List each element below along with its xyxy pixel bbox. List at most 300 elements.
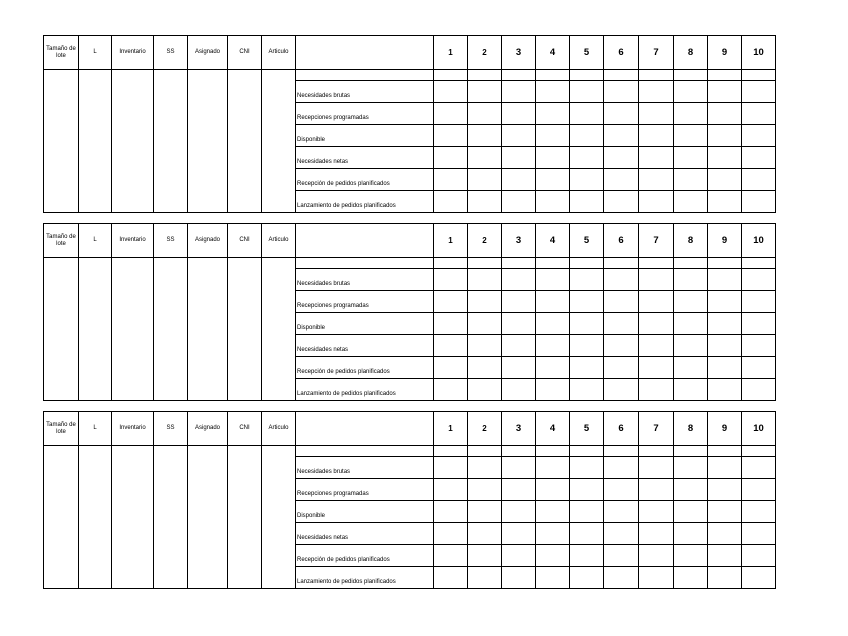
period-cell-8[interactable]: [674, 147, 708, 169]
period-cell-7[interactable]: [639, 191, 674, 213]
period-cell-2[interactable]: [468, 191, 502, 213]
period-cell-7[interactable]: [639, 335, 674, 357]
period-cell-9[interactable]: [708, 269, 742, 291]
input-cell-ss[interactable]: [154, 81, 188, 103]
period-cell-7[interactable]: [639, 523, 674, 545]
period-cell-6[interactable]: [604, 103, 639, 125]
period-cell-1[interactable]: [434, 335, 468, 357]
period-cell-4[interactable]: [536, 335, 570, 357]
period-cell-2[interactable]: [468, 457, 502, 479]
period-cell-8[interactable]: [674, 567, 708, 589]
period-cell-4[interactable]: [536, 125, 570, 147]
period-cell-4[interactable]: [536, 191, 570, 213]
period-cell-5[interactable]: [570, 523, 604, 545]
input-cell-inventario[interactable]: [112, 191, 154, 213]
period-cell-9[interactable]: [708, 545, 742, 567]
input-cell-asignado[interactable]: [188, 103, 228, 125]
input-cell-cni[interactable]: [228, 313, 262, 335]
period-cell-6[interactable]: [604, 269, 639, 291]
period-cell-4[interactable]: [536, 567, 570, 589]
period-cell-3[interactable]: [502, 291, 536, 313]
input-cell-asignado[interactable]: [188, 457, 228, 479]
input-cell-inventario[interactable]: [112, 313, 154, 335]
period-cell-8[interactable]: [674, 457, 708, 479]
period-cell-1[interactable]: [434, 291, 468, 313]
input-cell-ss[interactable]: [154, 291, 188, 313]
period-cell-9[interactable]: [708, 335, 742, 357]
input-cell-l[interactable]: [79, 523, 112, 545]
period-cell-8[interactable]: [674, 125, 708, 147]
input-cell-cni[interactable]: [228, 269, 262, 291]
input-cell-asignado[interactable]: [188, 479, 228, 501]
input-cell-inventario[interactable]: [112, 545, 154, 567]
period-cell-3[interactable]: [502, 103, 536, 125]
input-cell-cni[interactable]: [228, 501, 262, 523]
period-cell-8[interactable]: [674, 269, 708, 291]
input-cell-inventario[interactable]: [112, 169, 154, 191]
period-cell-10[interactable]: [742, 125, 776, 147]
period-cell-10[interactable]: [742, 335, 776, 357]
input-cell-tamano-lote[interactable]: [44, 103, 79, 125]
input-cell-asignado[interactable]: [188, 81, 228, 103]
period-cell-9[interactable]: [708, 479, 742, 501]
input-cell-cni[interactable]: [228, 379, 262, 401]
period-cell-6[interactable]: [604, 567, 639, 589]
input-cell-cni[interactable]: [228, 335, 262, 357]
period-cell-1[interactable]: [434, 103, 468, 125]
period-cell-1[interactable]: [434, 191, 468, 213]
input-cell-tamano-lote[interactable]: [44, 523, 79, 545]
period-cell-4[interactable]: [536, 523, 570, 545]
input-cell-asignado[interactable]: [188, 335, 228, 357]
period-cell-2[interactable]: [468, 501, 502, 523]
period-cell-3[interactable]: [502, 191, 536, 213]
period-cell-9[interactable]: [708, 103, 742, 125]
input-cell-ss[interactable]: [154, 269, 188, 291]
period-cell-2[interactable]: [468, 479, 502, 501]
period-cell-6[interactable]: [604, 191, 639, 213]
period-cell-10[interactable]: [742, 103, 776, 125]
input-cell-tamano-lote[interactable]: [44, 357, 79, 379]
input-cell-asignado[interactable]: [188, 567, 228, 589]
period-cell-2[interactable]: [468, 379, 502, 401]
period-cell-3[interactable]: [502, 269, 536, 291]
period-cell-10[interactable]: [742, 545, 776, 567]
input-cell-inventario[interactable]: [112, 147, 154, 169]
period-cell-10[interactable]: [742, 191, 776, 213]
period-cell-1[interactable]: [434, 545, 468, 567]
input-cell-l[interactable]: [79, 567, 112, 589]
input-cell-asignado[interactable]: [188, 545, 228, 567]
input-cell-articulo[interactable]: [262, 169, 296, 191]
input-cell-l[interactable]: [79, 479, 112, 501]
input-cell-ss[interactable]: [154, 191, 188, 213]
period-cell-3[interactable]: [502, 357, 536, 379]
input-cell-ss[interactable]: [154, 479, 188, 501]
period-cell-6[interactable]: [604, 169, 639, 191]
period-cell-5[interactable]: [570, 125, 604, 147]
period-cell-6[interactable]: [604, 313, 639, 335]
period-cell-7[interactable]: [639, 169, 674, 191]
period-cell-10[interactable]: [742, 567, 776, 589]
input-cell-articulo[interactable]: [262, 103, 296, 125]
input-cell-tamano-lote[interactable]: [44, 545, 79, 567]
input-cell-l[interactable]: [79, 269, 112, 291]
period-cell-10[interactable]: [742, 81, 776, 103]
period-cell-2[interactable]: [468, 81, 502, 103]
input-cell-tamano-lote[interactable]: [44, 457, 79, 479]
period-cell-5[interactable]: [570, 479, 604, 501]
period-cell-9[interactable]: [708, 169, 742, 191]
period-cell-10[interactable]: [742, 501, 776, 523]
period-cell-7[interactable]: [639, 457, 674, 479]
period-cell-10[interactable]: [742, 457, 776, 479]
period-cell-4[interactable]: [536, 545, 570, 567]
input-cell-inventario[interactable]: [112, 125, 154, 147]
input-cell-inventario[interactable]: [112, 479, 154, 501]
input-cell-l[interactable]: [79, 169, 112, 191]
input-cell-tamano-lote[interactable]: [44, 269, 79, 291]
period-cell-1[interactable]: [434, 457, 468, 479]
period-cell-7[interactable]: [639, 479, 674, 501]
period-cell-3[interactable]: [502, 501, 536, 523]
period-cell-4[interactable]: [536, 269, 570, 291]
period-cell-10[interactable]: [742, 379, 776, 401]
period-cell-6[interactable]: [604, 147, 639, 169]
period-cell-8[interactable]: [674, 191, 708, 213]
input-cell-ss[interactable]: [154, 103, 188, 125]
input-cell-tamano-lote[interactable]: [44, 313, 79, 335]
period-cell-10[interactable]: [742, 523, 776, 545]
period-cell-4[interactable]: [536, 501, 570, 523]
period-cell-8[interactable]: [674, 479, 708, 501]
period-cell-9[interactable]: [708, 291, 742, 313]
period-cell-2[interactable]: [468, 147, 502, 169]
input-cell-inventario[interactable]: [112, 335, 154, 357]
input-cell-articulo[interactable]: [262, 501, 296, 523]
period-cell-10[interactable]: [742, 479, 776, 501]
period-cell-10[interactable]: [742, 147, 776, 169]
period-cell-9[interactable]: [708, 567, 742, 589]
input-cell-cni[interactable]: [228, 169, 262, 191]
period-cell-1[interactable]: [434, 501, 468, 523]
period-cell-2[interactable]: [468, 269, 502, 291]
input-cell-l[interactable]: [79, 147, 112, 169]
input-cell-tamano-lote[interactable]: [44, 567, 79, 589]
input-cell-asignado[interactable]: [188, 269, 228, 291]
period-cell-9[interactable]: [708, 357, 742, 379]
period-cell-1[interactable]: [434, 269, 468, 291]
input-cell-cni[interactable]: [228, 523, 262, 545]
input-cell-asignado[interactable]: [188, 169, 228, 191]
input-cell-asignado[interactable]: [188, 313, 228, 335]
period-cell-5[interactable]: [570, 147, 604, 169]
input-cell-ss[interactable]: [154, 545, 188, 567]
input-cell-asignado[interactable]: [188, 379, 228, 401]
period-cell-3[interactable]: [502, 147, 536, 169]
period-cell-5[interactable]: [570, 191, 604, 213]
period-cell-3[interactable]: [502, 313, 536, 335]
period-cell-5[interactable]: [570, 567, 604, 589]
period-cell-4[interactable]: [536, 479, 570, 501]
input-cell-tamano-lote[interactable]: [44, 335, 79, 357]
period-cell-9[interactable]: [708, 125, 742, 147]
period-cell-7[interactable]: [639, 357, 674, 379]
input-cell-l[interactable]: [79, 379, 112, 401]
period-cell-6[interactable]: [604, 545, 639, 567]
input-cell-articulo[interactable]: [262, 313, 296, 335]
period-cell-2[interactable]: [468, 357, 502, 379]
period-cell-6[interactable]: [604, 501, 639, 523]
input-cell-l[interactable]: [79, 313, 112, 335]
period-cell-5[interactable]: [570, 335, 604, 357]
input-cell-ss[interactable]: [154, 567, 188, 589]
input-cell-tamano-lote[interactable]: [44, 479, 79, 501]
input-cell-articulo[interactable]: [262, 357, 296, 379]
period-cell-9[interactable]: [708, 147, 742, 169]
period-cell-9[interactable]: [708, 501, 742, 523]
input-cell-cni[interactable]: [228, 545, 262, 567]
input-cell-tamano-lote[interactable]: [44, 125, 79, 147]
period-cell-5[interactable]: [570, 169, 604, 191]
input-cell-l[interactable]: [79, 81, 112, 103]
period-cell-1[interactable]: [434, 147, 468, 169]
period-cell-1[interactable]: [434, 125, 468, 147]
input-cell-inventario[interactable]: [112, 379, 154, 401]
input-cell-asignado[interactable]: [188, 501, 228, 523]
period-cell-5[interactable]: [570, 357, 604, 379]
period-cell-1[interactable]: [434, 357, 468, 379]
period-cell-8[interactable]: [674, 313, 708, 335]
period-cell-5[interactable]: [570, 501, 604, 523]
period-cell-4[interactable]: [536, 81, 570, 103]
period-cell-3[interactable]: [502, 457, 536, 479]
input-cell-articulo[interactable]: [262, 81, 296, 103]
period-cell-7[interactable]: [639, 379, 674, 401]
input-cell-articulo[interactable]: [262, 291, 296, 313]
input-cell-articulo[interactable]: [262, 191, 296, 213]
period-cell-7[interactable]: [639, 567, 674, 589]
period-cell-10[interactable]: [742, 269, 776, 291]
input-cell-cni[interactable]: [228, 125, 262, 147]
period-cell-6[interactable]: [604, 479, 639, 501]
period-cell-7[interactable]: [639, 147, 674, 169]
input-cell-l[interactable]: [79, 501, 112, 523]
period-cell-1[interactable]: [434, 479, 468, 501]
input-cell-cni[interactable]: [228, 191, 262, 213]
period-cell-3[interactable]: [502, 81, 536, 103]
input-cell-l[interactable]: [79, 125, 112, 147]
input-cell-asignado[interactable]: [188, 147, 228, 169]
input-cell-inventario[interactable]: [112, 523, 154, 545]
period-cell-8[interactable]: [674, 379, 708, 401]
input-cell-l[interactable]: [79, 191, 112, 213]
period-cell-3[interactable]: [502, 545, 536, 567]
input-cell-ss[interactable]: [154, 313, 188, 335]
input-cell-articulo[interactable]: [262, 545, 296, 567]
input-cell-asignado[interactable]: [188, 291, 228, 313]
input-cell-l[interactable]: [79, 457, 112, 479]
period-cell-9[interactable]: [708, 313, 742, 335]
period-cell-6[interactable]: [604, 457, 639, 479]
input-cell-inventario[interactable]: [112, 457, 154, 479]
input-cell-l[interactable]: [79, 291, 112, 313]
period-cell-1[interactable]: [434, 81, 468, 103]
period-cell-8[interactable]: [674, 357, 708, 379]
input-cell-articulo[interactable]: [262, 479, 296, 501]
input-cell-cni[interactable]: [228, 479, 262, 501]
input-cell-tamano-lote[interactable]: [44, 291, 79, 313]
input-cell-ss[interactable]: [154, 125, 188, 147]
input-cell-cni[interactable]: [228, 457, 262, 479]
input-cell-l[interactable]: [79, 545, 112, 567]
period-cell-8[interactable]: [674, 291, 708, 313]
period-cell-3[interactable]: [502, 379, 536, 401]
input-cell-asignado[interactable]: [188, 191, 228, 213]
period-cell-10[interactable]: [742, 169, 776, 191]
period-cell-2[interactable]: [468, 125, 502, 147]
period-cell-4[interactable]: [536, 313, 570, 335]
input-cell-tamano-lote[interactable]: [44, 191, 79, 213]
period-cell-3[interactable]: [502, 335, 536, 357]
input-cell-inventario[interactable]: [112, 81, 154, 103]
period-cell-4[interactable]: [536, 169, 570, 191]
input-cell-tamano-lote[interactable]: [44, 147, 79, 169]
period-cell-6[interactable]: [604, 357, 639, 379]
period-cell-7[interactable]: [639, 269, 674, 291]
input-cell-cni[interactable]: [228, 81, 262, 103]
period-cell-9[interactable]: [708, 81, 742, 103]
period-cell-8[interactable]: [674, 81, 708, 103]
period-cell-1[interactable]: [434, 567, 468, 589]
input-cell-inventario[interactable]: [112, 291, 154, 313]
period-cell-4[interactable]: [536, 457, 570, 479]
period-cell-7[interactable]: [639, 545, 674, 567]
period-cell-3[interactable]: [502, 567, 536, 589]
period-cell-3[interactable]: [502, 169, 536, 191]
period-cell-5[interactable]: [570, 457, 604, 479]
input-cell-tamano-lote[interactable]: [44, 501, 79, 523]
period-cell-4[interactable]: [536, 147, 570, 169]
period-cell-7[interactable]: [639, 81, 674, 103]
input-cell-ss[interactable]: [154, 335, 188, 357]
period-cell-1[interactable]: [434, 313, 468, 335]
input-cell-cni[interactable]: [228, 147, 262, 169]
input-cell-tamano-lote[interactable]: [44, 379, 79, 401]
period-cell-6[interactable]: [604, 291, 639, 313]
period-cell-2[interactable]: [468, 545, 502, 567]
input-cell-ss[interactable]: [154, 379, 188, 401]
input-cell-inventario[interactable]: [112, 103, 154, 125]
input-cell-articulo[interactable]: [262, 523, 296, 545]
input-cell-cni[interactable]: [228, 103, 262, 125]
period-cell-2[interactable]: [468, 567, 502, 589]
input-cell-cni[interactable]: [228, 357, 262, 379]
period-cell-4[interactable]: [536, 379, 570, 401]
period-cell-3[interactable]: [502, 523, 536, 545]
period-cell-5[interactable]: [570, 81, 604, 103]
input-cell-asignado[interactable]: [188, 125, 228, 147]
input-cell-l[interactable]: [79, 103, 112, 125]
period-cell-3[interactable]: [502, 125, 536, 147]
period-cell-5[interactable]: [570, 313, 604, 335]
input-cell-tamano-lote[interactable]: [44, 81, 79, 103]
period-cell-7[interactable]: [639, 103, 674, 125]
input-cell-articulo[interactable]: [262, 125, 296, 147]
input-cell-asignado[interactable]: [188, 523, 228, 545]
period-cell-1[interactable]: [434, 379, 468, 401]
input-cell-l[interactable]: [79, 357, 112, 379]
input-cell-ss[interactable]: [154, 457, 188, 479]
period-cell-10[interactable]: [742, 313, 776, 335]
period-cell-5[interactable]: [570, 545, 604, 567]
period-cell-5[interactable]: [570, 103, 604, 125]
period-cell-10[interactable]: [742, 291, 776, 313]
input-cell-ss[interactable]: [154, 169, 188, 191]
period-cell-9[interactable]: [708, 457, 742, 479]
period-cell-8[interactable]: [674, 103, 708, 125]
period-cell-4[interactable]: [536, 357, 570, 379]
period-cell-6[interactable]: [604, 379, 639, 401]
period-cell-7[interactable]: [639, 501, 674, 523]
input-cell-ss[interactable]: [154, 357, 188, 379]
period-cell-9[interactable]: [708, 379, 742, 401]
period-cell-7[interactable]: [639, 291, 674, 313]
period-cell-9[interactable]: [708, 523, 742, 545]
input-cell-ss[interactable]: [154, 501, 188, 523]
input-cell-ss[interactable]: [154, 147, 188, 169]
period-cell-6[interactable]: [604, 523, 639, 545]
input-cell-tamano-lote[interactable]: [44, 169, 79, 191]
period-cell-2[interactable]: [468, 335, 502, 357]
period-cell-2[interactable]: [468, 313, 502, 335]
period-cell-2[interactable]: [468, 523, 502, 545]
period-cell-8[interactable]: [674, 501, 708, 523]
input-cell-articulo[interactable]: [262, 379, 296, 401]
period-cell-8[interactable]: [674, 335, 708, 357]
input-cell-ss[interactable]: [154, 523, 188, 545]
period-cell-7[interactable]: [639, 125, 674, 147]
input-cell-articulo[interactable]: [262, 457, 296, 479]
period-cell-3[interactable]: [502, 479, 536, 501]
period-cell-2[interactable]: [468, 103, 502, 125]
period-cell-10[interactable]: [742, 357, 776, 379]
period-cell-4[interactable]: [536, 291, 570, 313]
period-cell-5[interactable]: [570, 269, 604, 291]
input-cell-cni[interactable]: [228, 567, 262, 589]
input-cell-articulo[interactable]: [262, 567, 296, 589]
period-cell-2[interactable]: [468, 291, 502, 313]
period-cell-6[interactable]: [604, 335, 639, 357]
period-cell-5[interactable]: [570, 379, 604, 401]
period-cell-7[interactable]: [639, 313, 674, 335]
period-cell-8[interactable]: [674, 169, 708, 191]
period-cell-9[interactable]: [708, 191, 742, 213]
input-cell-asignado[interactable]: [188, 357, 228, 379]
period-cell-8[interactable]: [674, 523, 708, 545]
period-cell-1[interactable]: [434, 523, 468, 545]
input-cell-inventario[interactable]: [112, 269, 154, 291]
input-cell-l[interactable]: [79, 335, 112, 357]
period-cell-5[interactable]: [570, 291, 604, 313]
period-cell-2[interactable]: [468, 169, 502, 191]
period-cell-6[interactable]: [604, 125, 639, 147]
period-cell-6[interactable]: [604, 81, 639, 103]
period-cell-1[interactable]: [434, 169, 468, 191]
input-cell-articulo[interactable]: [262, 269, 296, 291]
input-cell-articulo[interactable]: [262, 147, 296, 169]
input-cell-inventario[interactable]: [112, 357, 154, 379]
